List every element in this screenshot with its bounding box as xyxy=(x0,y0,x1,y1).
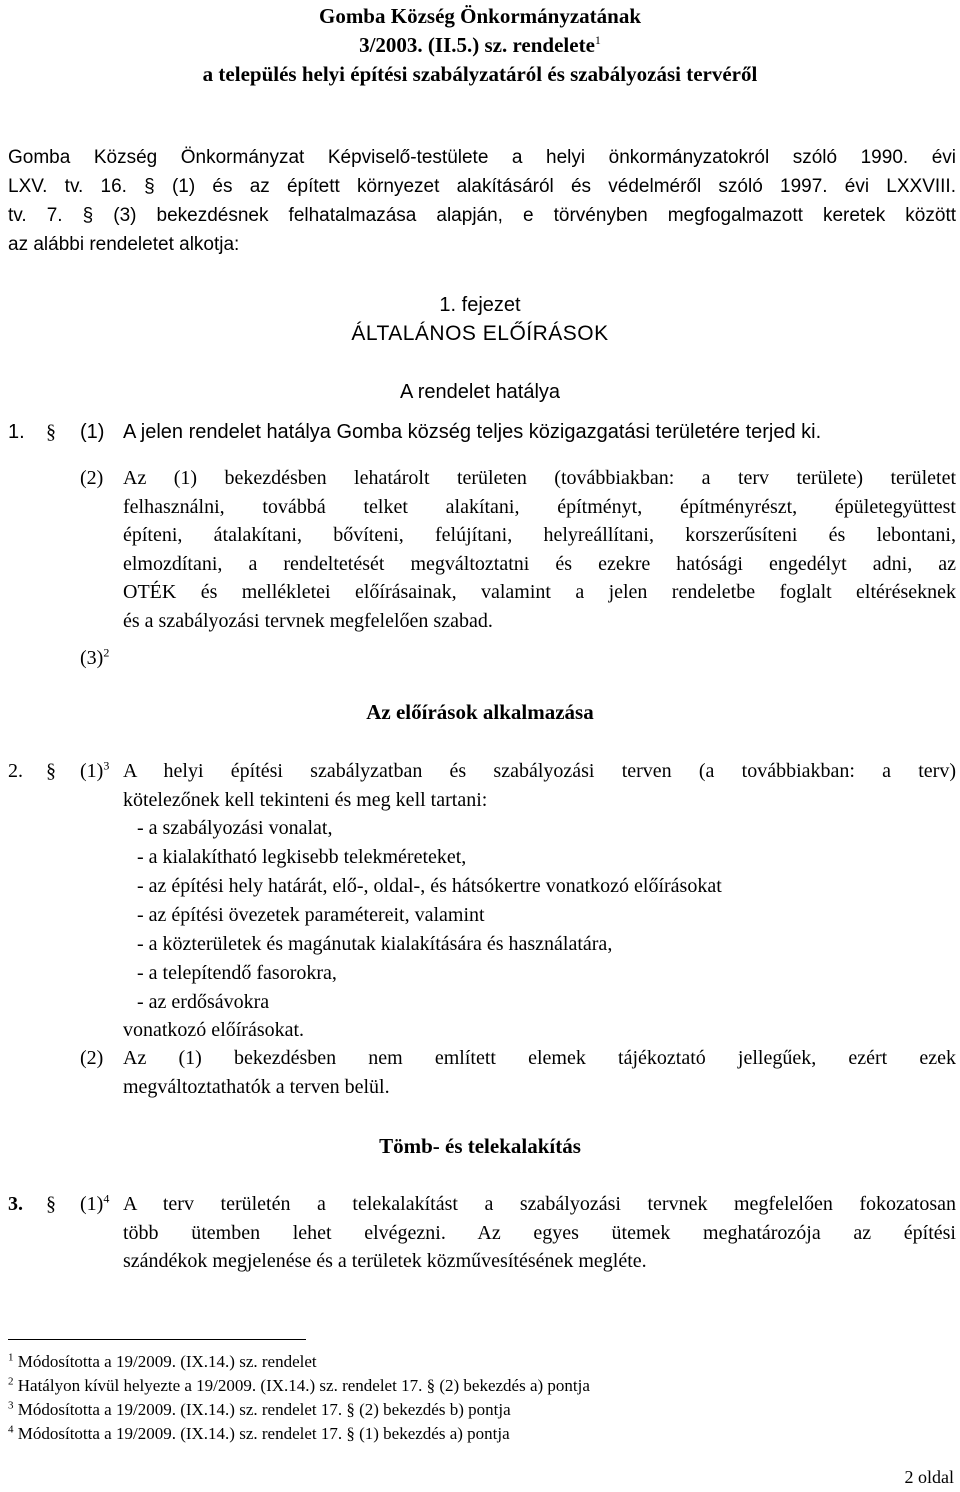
paragraph-label xyxy=(80,644,109,672)
list-item: - a kialakítható legkisebb telekméreteket, xyxy=(137,846,467,868)
footnote-number: 4 xyxy=(8,1423,14,1436)
list-item: - a közterületek és magánutak kialakítására és használatára, xyxy=(137,933,613,955)
footnote xyxy=(8,1351,317,1373)
page-number: 2 oldal xyxy=(904,1467,954,1487)
list-item: - az építési övezetek paramétereit, valamint xyxy=(137,904,485,926)
section-heading: Az előírások alkalmazása xyxy=(366,700,594,724)
document-title-line3 xyxy=(0,60,960,89)
list-item: - a szabályozási vonalat, xyxy=(137,817,333,839)
title-text: a település helyi építési szabályzatáról és szabályozási tervéről xyxy=(202,62,758,86)
chapter-number: 1. fejezet xyxy=(439,294,521,316)
paragraph-label: (2) xyxy=(80,467,104,489)
title-text: 3/2003. (II.5.) sz. rendelete xyxy=(359,33,595,57)
footnote-ref: 1 xyxy=(594,33,601,47)
section-heading: A rendelet hatálya xyxy=(399,381,561,403)
chapter-title: ÁLTALÁNOS ELŐÍRÁSOK xyxy=(351,322,609,345)
paragraph-body xyxy=(123,757,956,814)
list-closing: vonatkozó előírásokat. xyxy=(123,1019,305,1041)
section-sign: § xyxy=(46,1193,56,1215)
paragraph-line: építeni, átalakítani, bővíteni, felújítani, helyreállítani, korszerűsíteni és lebontani, xyxy=(123,524,956,547)
footnote-divider xyxy=(8,1339,306,1340)
document-title-line1 xyxy=(0,2,960,31)
preamble-line: Gomba Község Önkormányzat Képviselő-testülete a helyi önkormányzatokról szóló 1990. évi xyxy=(8,147,956,168)
paragraph-text xyxy=(123,418,821,446)
preamble-line: tv. 7. § (3) bekezdésnek felhatalmazása alapján, e törvényben megfogalmazott keretek között xyxy=(8,205,956,226)
footnote-text: Módosította a 19/2009. (IX.14.) sz. rendelet 17. § (2) bekezdés b) pontja xyxy=(17,1400,511,1419)
footnote xyxy=(8,1399,511,1421)
section-sign: § xyxy=(46,421,56,443)
paragraph-line: elmozdítani, a rendeltetését megváltoztatni és ezekre hatósági engedélyt adni, az xyxy=(123,552,956,575)
section-heading: Tömb- és telekalakítás xyxy=(379,1134,581,1158)
requirements-list xyxy=(137,814,722,1017)
footnote-ref: 2 xyxy=(103,645,110,660)
footnote-number: 2 xyxy=(8,1375,14,1388)
footnote-ref: 3 xyxy=(103,758,110,773)
paragraph-line: OTÉK és mellékletei előírásainak, valamint a jelen rendeletbe foglalt eltéréseknek xyxy=(123,581,956,604)
paragraph-label xyxy=(80,1190,109,1218)
paragraph-body xyxy=(123,1190,956,1276)
document-title-line2 xyxy=(0,31,960,60)
footnote-ref: 4 xyxy=(103,1191,110,1206)
footnote xyxy=(8,1423,510,1445)
paragraph-line: A terv területén a telekalakítást a szabályozási tervnek megfelelően fokozatosan xyxy=(123,1193,956,1215)
paragraph-line: kötelezőnek kell tekinteni és meg kell tartani: xyxy=(123,788,488,811)
paragraph-line: Az (1) bekezdésben lehatárolt területen (továbbiakban: a terv területe) területet xyxy=(123,467,956,489)
section-number-text: 1. xyxy=(8,421,25,443)
list-item: - az építési hely határát, elő-, oldal-, és hátsókertre vonatkozó előírásokat xyxy=(137,875,722,897)
footnote-text: Módosította a 19/2009. (IX.14.) sz. rendelet xyxy=(17,1352,317,1371)
footnote-number: 3 xyxy=(8,1399,14,1412)
preamble xyxy=(8,143,956,259)
paragraph-label xyxy=(80,418,104,446)
section-1-number xyxy=(8,418,25,446)
paragraph-label xyxy=(80,757,109,785)
footnote xyxy=(8,1375,590,1397)
paragraph-line: megváltoztathatók a terven belül. xyxy=(123,1075,390,1098)
preamble-line: LXV. tv. 16. § (1) és az épített környezet alakításáról és védelméről szóló 1997. évi LXXVIII. xyxy=(8,176,956,197)
paragraph-line: felhasználni, továbbá telket alakítani, építményt, építményrészt, épületegyüttest xyxy=(123,495,956,518)
paragraph-body xyxy=(123,464,956,636)
section-sign: § xyxy=(46,760,56,782)
paragraph-line: Az (1) bekezdésben nem említett elemek tájékoztató jellegűek, ezért ezek xyxy=(123,1047,956,1069)
paragraph-label-text: (1) xyxy=(80,1193,104,1215)
paragraph-line: és a szabályozási tervnek megfelelően szabad. xyxy=(123,609,493,632)
preamble-line: az alábbi rendeletet alkotja: xyxy=(8,234,240,255)
footnote-number: 1 xyxy=(8,1351,14,1364)
list-item: - az erdősávokra xyxy=(137,991,270,1013)
paragraph-label-text: (3) xyxy=(80,647,104,669)
section-3-number: 3. xyxy=(8,1193,23,1215)
footnote-text: Hatályon kívül helyezte a 19/2009. (IX.14.) sz. rendelet 17. § (2) bekezdés a) pontja xyxy=(17,1376,590,1395)
title-text: Gomba Község Önkormányzatának xyxy=(318,4,641,28)
paragraph-body xyxy=(123,1044,956,1101)
paragraph-label: (2) xyxy=(80,1047,104,1069)
paragraph-line: A helyi építési szabályzatban és szabályozási terven (a továbbiakban: a terv) xyxy=(123,760,956,782)
paragraph-line: szándékok megjelenése és a területek közművesítésének megléte. xyxy=(123,1250,647,1273)
section-2-number: 2. xyxy=(8,760,23,782)
paragraph-line: több ütemben lehet elvégezni. Az egyes ütemek meghatározója az építési xyxy=(123,1221,956,1244)
paragraph-label-text: (1) xyxy=(80,760,104,782)
paragraph-label-text: (1) xyxy=(80,421,105,443)
paragraph-text-span: A jelen rendelet hatálya Gomba község teljes közigazgatási területére terjed ki. xyxy=(123,421,822,443)
list-item: - a telepítendő fasorokra, xyxy=(137,962,337,984)
footnote-text: Módosította a 19/2009. (IX.14.) sz. rendelet 17. § (1) bekezdés a) pontja xyxy=(17,1424,510,1443)
